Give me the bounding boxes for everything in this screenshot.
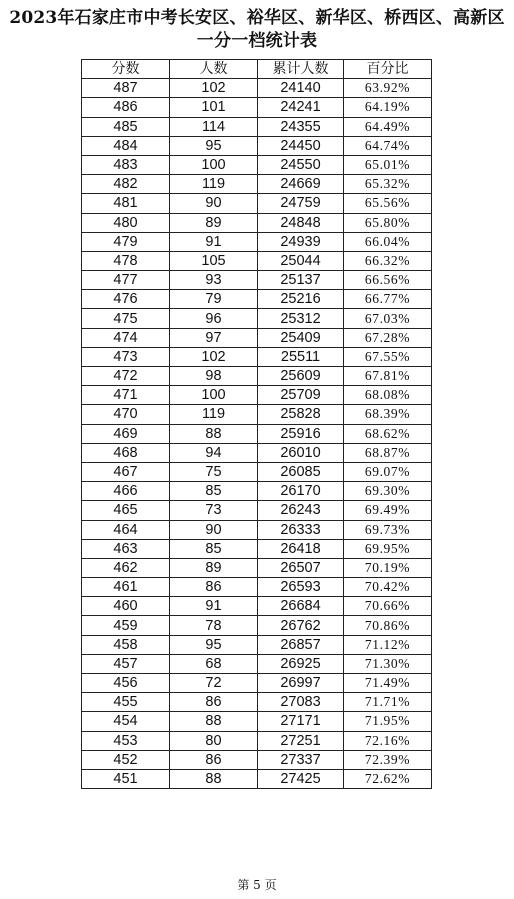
count-cell: 86: [170, 693, 258, 712]
document-title: 2023年石家庄市中考长安区、裕华区、新华区、桥西区、高新区: [9, 8, 505, 28]
count-cell: 114: [170, 117, 258, 136]
cumulative-cell: 26684: [258, 597, 344, 616]
cumulative-cell: 24669: [258, 175, 344, 194]
header-cumulative: 累计人数: [258, 60, 344, 79]
score-cell: 476: [82, 290, 170, 309]
count-cell: 91: [170, 232, 258, 251]
percentage-cell: 72.62%: [344, 769, 432, 788]
percentage-cell: 70.86%: [344, 616, 432, 635]
table-row: [82, 635, 432, 654]
count-cell: 88: [170, 712, 258, 731]
percentage-cell: 69.95%: [344, 539, 432, 558]
score-cell: 459: [82, 616, 170, 635]
count-cell: 89: [170, 558, 258, 577]
score-cell: 458: [82, 635, 170, 654]
cumulative-cell: 25916: [258, 424, 344, 443]
percentage-cell: 71.12%: [344, 635, 432, 654]
percentage-cell: 71.30%: [344, 654, 432, 673]
percentage-cell: 69.30%: [344, 482, 432, 501]
cumulative-cell: 24241: [258, 98, 344, 117]
table-row: [82, 520, 432, 539]
percentage-cell: 65.56%: [344, 194, 432, 213]
score-cell: 472: [82, 367, 170, 386]
score-cell: 455: [82, 693, 170, 712]
count-cell: 96: [170, 309, 258, 328]
table-row: [82, 424, 432, 443]
count-cell: 68: [170, 654, 258, 673]
cumulative-cell: 24939: [258, 232, 344, 251]
count-cell: 88: [170, 424, 258, 443]
percentage-cell: 66.32%: [344, 251, 432, 270]
count-cell: 79: [170, 290, 258, 309]
cumulative-cell: 26762: [258, 616, 344, 635]
score-cell: 473: [82, 347, 170, 366]
count-cell: 85: [170, 482, 258, 501]
table-row: [82, 597, 432, 616]
header-score: 分数: [82, 60, 170, 79]
table-row: [82, 769, 432, 788]
table-row: [82, 443, 432, 462]
score-cell: 481: [82, 194, 170, 213]
count-cell: 119: [170, 175, 258, 194]
cumulative-cell: 27083: [258, 693, 344, 712]
score-cell: 482: [82, 175, 170, 194]
cumulative-cell: 24550: [258, 155, 344, 174]
score-cell: 463: [82, 539, 170, 558]
table-row: [82, 558, 432, 577]
count-cell: 90: [170, 194, 258, 213]
table-row: [82, 731, 432, 750]
count-cell: 101: [170, 98, 258, 117]
percentage-cell: 70.19%: [344, 558, 432, 577]
score-cell: 461: [82, 578, 170, 597]
score-cell: 466: [82, 482, 170, 501]
table-row: [82, 616, 432, 635]
count-cell: 119: [170, 405, 258, 424]
percentage-cell: 68.87%: [344, 443, 432, 462]
score-cell: 484: [82, 136, 170, 155]
score-cell: 467: [82, 462, 170, 481]
percentage-cell: 68.39%: [344, 405, 432, 424]
page-number: 第 5 页: [237, 878, 277, 892]
cumulative-cell: 24450: [258, 136, 344, 155]
percentage-cell: 69.49%: [344, 501, 432, 520]
cumulative-cell: 26507: [258, 558, 344, 577]
percentage-cell: 67.28%: [344, 328, 432, 347]
cumulative-cell: 26333: [258, 520, 344, 539]
table-row: [82, 213, 432, 232]
score-cell: 480: [82, 213, 170, 232]
score-cell: 471: [82, 386, 170, 405]
header-count: 人数: [170, 60, 258, 79]
count-cell: 73: [170, 501, 258, 520]
percentage-cell: 66.56%: [344, 271, 432, 290]
table-row: [82, 750, 432, 769]
cumulative-cell: 27425: [258, 769, 344, 788]
percentage-cell: 67.03%: [344, 309, 432, 328]
table-row: [82, 309, 432, 328]
count-cell: 98: [170, 367, 258, 386]
table-row: [82, 347, 432, 366]
percentage-cell: 71.95%: [344, 712, 432, 731]
score-cell: 454: [82, 712, 170, 731]
percentage-cell: 68.62%: [344, 424, 432, 443]
percentage-cell: 68.08%: [344, 386, 432, 405]
percentage-cell: 71.71%: [344, 693, 432, 712]
table-row: [82, 386, 432, 405]
table-row: [82, 674, 432, 693]
cumulative-cell: 25137: [258, 271, 344, 290]
count-cell: 105: [170, 251, 258, 270]
table-row: [82, 654, 432, 673]
percentage-cell: 67.81%: [344, 367, 432, 386]
cumulative-cell: 27251: [258, 731, 344, 750]
count-cell: 88: [170, 769, 258, 788]
cumulative-cell: 26925: [258, 654, 344, 673]
table-row: [82, 578, 432, 597]
percentage-cell: 63.92%: [344, 79, 432, 98]
score-cell: 457: [82, 654, 170, 673]
cumulative-cell: 24759: [258, 194, 344, 213]
percentage-cell: 71.49%: [344, 674, 432, 693]
cumulative-cell: 26997: [258, 674, 344, 693]
percentage-cell: 70.66%: [344, 597, 432, 616]
score-distribution-table: [81, 59, 432, 789]
table-row: [82, 328, 432, 347]
table-row: [82, 251, 432, 270]
table-row: [82, 693, 432, 712]
table-row: [82, 712, 432, 731]
cumulative-cell: 25044: [258, 251, 344, 270]
percentage-cell: 64.74%: [344, 136, 432, 155]
count-cell: 86: [170, 750, 258, 769]
table-row: [82, 462, 432, 481]
score-cell: 453: [82, 731, 170, 750]
count-cell: 95: [170, 635, 258, 654]
percentage-cell: 70.42%: [344, 578, 432, 597]
score-cell: 474: [82, 328, 170, 347]
score-cell: 465: [82, 501, 170, 520]
score-cell: 487: [82, 79, 170, 98]
score-cell: 451: [82, 769, 170, 788]
table-row: [82, 155, 432, 174]
score-cell: 477: [82, 271, 170, 290]
score-cell: 456: [82, 674, 170, 693]
cumulative-cell: 26418: [258, 539, 344, 558]
count-cell: 89: [170, 213, 258, 232]
percentage-cell: 66.04%: [344, 232, 432, 251]
cumulative-cell: 25409: [258, 328, 344, 347]
table-row: [82, 136, 432, 155]
header-percentage: 百分比: [344, 60, 432, 79]
cumulative-cell: 26857: [258, 635, 344, 654]
document-subtitle: 一分一档统计表: [196, 31, 318, 51]
count-cell: 75: [170, 462, 258, 481]
score-cell: 483: [82, 155, 170, 174]
table-row: [82, 232, 432, 251]
score-cell: 460: [82, 597, 170, 616]
cumulative-cell: 24140: [258, 79, 344, 98]
count-cell: 85: [170, 539, 258, 558]
cumulative-cell: 25828: [258, 405, 344, 424]
percentage-cell: 64.49%: [344, 117, 432, 136]
cumulative-cell: 25609: [258, 367, 344, 386]
table-header-row: [82, 60, 432, 79]
cumulative-cell: 25709: [258, 386, 344, 405]
cumulative-cell: 24355: [258, 117, 344, 136]
score-cell: 462: [82, 558, 170, 577]
cumulative-cell: 26243: [258, 501, 344, 520]
score-cell: 470: [82, 405, 170, 424]
count-cell: 100: [170, 155, 258, 174]
percentage-cell: 65.32%: [344, 175, 432, 194]
table-row: [82, 405, 432, 424]
count-cell: 100: [170, 386, 258, 405]
count-cell: 95: [170, 136, 258, 155]
count-cell: 90: [170, 520, 258, 539]
percentage-cell: 69.73%: [344, 520, 432, 539]
percentage-cell: 72.16%: [344, 731, 432, 750]
cumulative-cell: 25216: [258, 290, 344, 309]
score-cell: 485: [82, 117, 170, 136]
table-row: [82, 79, 432, 98]
score-cell: 486: [82, 98, 170, 117]
table-body: [82, 79, 432, 789]
table-row: [82, 290, 432, 309]
cumulative-cell: 25312: [258, 309, 344, 328]
table-row: [82, 482, 432, 501]
percentage-cell: 67.55%: [344, 347, 432, 366]
count-cell: 97: [170, 328, 258, 347]
table-row: [82, 117, 432, 136]
cumulative-cell: 26085: [258, 462, 344, 481]
count-cell: 78: [170, 616, 258, 635]
score-cell: 468: [82, 443, 170, 462]
table-row: [82, 98, 432, 117]
count-cell: 102: [170, 347, 258, 366]
table-row: [82, 175, 432, 194]
score-cell: 452: [82, 750, 170, 769]
cumulative-cell: 26010: [258, 443, 344, 462]
score-cell: 469: [82, 424, 170, 443]
cumulative-cell: 24848: [258, 213, 344, 232]
count-cell: 93: [170, 271, 258, 290]
cumulative-cell: 27337: [258, 750, 344, 769]
count-cell: 80: [170, 731, 258, 750]
count-cell: 72: [170, 674, 258, 693]
table-row: [82, 539, 432, 558]
cumulative-cell: 26593: [258, 578, 344, 597]
percentage-cell: 65.80%: [344, 213, 432, 232]
score-cell: 464: [82, 520, 170, 539]
table-row: [82, 271, 432, 290]
percentage-cell: 66.77%: [344, 290, 432, 309]
score-cell: 475: [82, 309, 170, 328]
percentage-cell: 64.19%: [344, 98, 432, 117]
percentage-cell: 69.07%: [344, 462, 432, 481]
count-cell: 94: [170, 443, 258, 462]
table-row: [82, 367, 432, 386]
count-cell: 102: [170, 79, 258, 98]
percentage-cell: 65.01%: [344, 155, 432, 174]
cumulative-cell: 27171: [258, 712, 344, 731]
table-row: [82, 501, 432, 520]
score-cell: 478: [82, 251, 170, 270]
score-cell: 479: [82, 232, 170, 251]
percentage-cell: 72.39%: [344, 750, 432, 769]
count-cell: 86: [170, 578, 258, 597]
cumulative-cell: 25511: [258, 347, 344, 366]
count-cell: 91: [170, 597, 258, 616]
cumulative-cell: 26170: [258, 482, 344, 501]
table-row: [82, 194, 432, 213]
